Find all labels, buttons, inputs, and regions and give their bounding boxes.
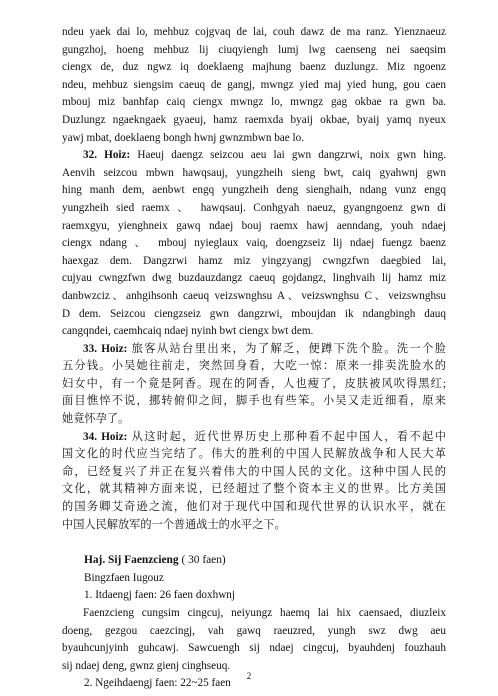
text-line: mbouj miz banhfap caiq ciengx mwngz lo, mwngz gag okbae ra gwn ba. [62,96,446,109]
text-line: ndeu, mehbuz siengsim caeuq de gangj, mwngz yied maj yied hung, gou caen [62,78,446,91]
answer-32 [62,147,446,341]
text-line: hing manh dem, aenbwt engq yungzheih deng sienghaih, ndang vunz engq [62,184,446,197]
text-line: Faenzcieng cungsim cingcuj, neiyungz haemq lai hix caensaed, diuzleix [83,607,446,619]
answer-33 [62,341,446,429]
paragraph-31-tail [62,24,446,147]
text-line: raemxgyu, yienghneix gawq ndaej bouj raemx hawj aenndang, youh ndaej [62,219,446,232]
text-line: 从这时起，近代世界历史上那种看不起中国人，看不起中 [131,430,446,443]
text-line: 她竟怀孕了。 [62,413,130,426]
text-line: danbwzciz、anhgihsonh caeuq veizswnghsu A、veizswnghsu C、veizswnghsu [62,289,446,302]
text-line: doeng, gezgou caezcingj, vah gawq raeuzred, yungh swz dwg aeu [62,624,446,637]
text-line: ciengx ndang 、 mbouj nyieglaux vaiq, doengzseiz lij ndaej fuengz baenz [62,237,446,250]
text-line: Duzlungz ngaekngaek gyaeuj, hamz raemxda byaij okbae, byaij yamq nyeux [62,113,446,126]
text-line: 旅客从站台里出来，为了解乏，便蹲下洗个脸。洗一个脸 [131,342,446,355]
text-line: Haeuj daengz seizcou aeu lai gwn dangzrwi, noix gwn hing. [137,149,446,162]
text-line: 的国务卿艾奇逊之流，他们对于现代中国和现代世界的认识水平，就在 [62,501,446,514]
section-heading [62,552,446,570]
text-line: cangqndei, caemhcaiq ndaej nyinh bwt ciengx bwt dem. [62,325,314,338]
answer-label: 32. Hoiz: [83,149,131,162]
text-line: byauhcunjyinh guhcawj. Sawcuengh sij ndaej cingcuj, byauhdenj fouzhauh [62,642,446,655]
text-line: 妇女中，有一个竟是阿香。现在的阿香，人也瘦了，皮肤被风吹得黑红; [62,377,446,390]
text-line: 中国人民解放军的一个普通战士的水平之下。 [62,518,286,531]
text-line: 五分钱。小吴她往前走，突然回身看，大吃一惊：原来一排卖洗脸水的 [62,360,446,373]
text-line: haexgaz dem. Dangzrwi hamz miz yingzyangj cwngzfwn daegbied lai, [62,254,446,267]
section-title: Haj. Sij Faenzcieng [84,554,179,567]
answer-label: 33. Hoiz: [83,342,128,355]
text-line: cujyau cwngzfwn dwg buzdauzdangz caeuq gojdangz, linghvaih lij hamz miz [62,272,446,285]
text-line: 文化，就其精神方面来说，已经超过了整个资本主义的世界。比方美国 [62,483,446,496]
section-subtitle: Bingzfaen Iugouz [84,571,164,584]
grade-item-1: 1. Itdaengj faen: 26 faen doxhwnj [84,589,235,602]
page-number: 2 [246,671,252,681]
text-line: yungzheih sied raemx 、 hawqsauj. Conhgyah naeuz, gyangngoenz gwn di [62,201,446,214]
text-line: D dem. Seizcou ciengzseiz gwn dangzrwi, mboujdan ik ndangbingh dauq [62,307,446,320]
answer-label: 34. Hoiz: [83,430,128,443]
document-body [62,24,446,693]
text-line: yawj mbat, doeklaeng bongh hwnj gwnzmbwn bae lo. [62,131,305,144]
grade-item-2: 2. Ngeihdaengj faen: 22~25 faen [84,677,231,690]
section-points: ( 30 faen) [181,554,226,567]
text-line: ndeu yaek dai lo, mehbuz cojgvaq de lai, couh dawz de ma ranz. Yienznaeuz [62,26,446,38]
text-line: Aenvih seizcou mbwn hawqsauj, yungzheih sieng bwt, caiq gyahwnj gwn [62,166,446,179]
text-line: 国文化的时代应当完结了。伟大的胜利的中国人民解放战争和人民大革 [62,448,446,461]
text-line: 面目憔悴不说，挪转俯仰之间，脚手也有些笨。小吴又走近细看，原来 [62,395,446,408]
answer-34 [62,429,446,535]
text-line: gungzhoj, hoeng mehbuz lij ciuqyiengh lumj lwg caenseng nei saeqsim [62,43,446,56]
text-line: 命，已经复兴了并正在复兴着伟大的中国人民的文化。这种中国人民的 [62,465,446,478]
text-line: sij ndaej deng, gwnz gienj cinghseuq. [62,659,231,672]
section-spacer [62,534,446,552]
text-line: ciengx de, duz ngwz iq doeklaeng majhung baenz duzlungz. Miz ngoenz [62,61,446,74]
